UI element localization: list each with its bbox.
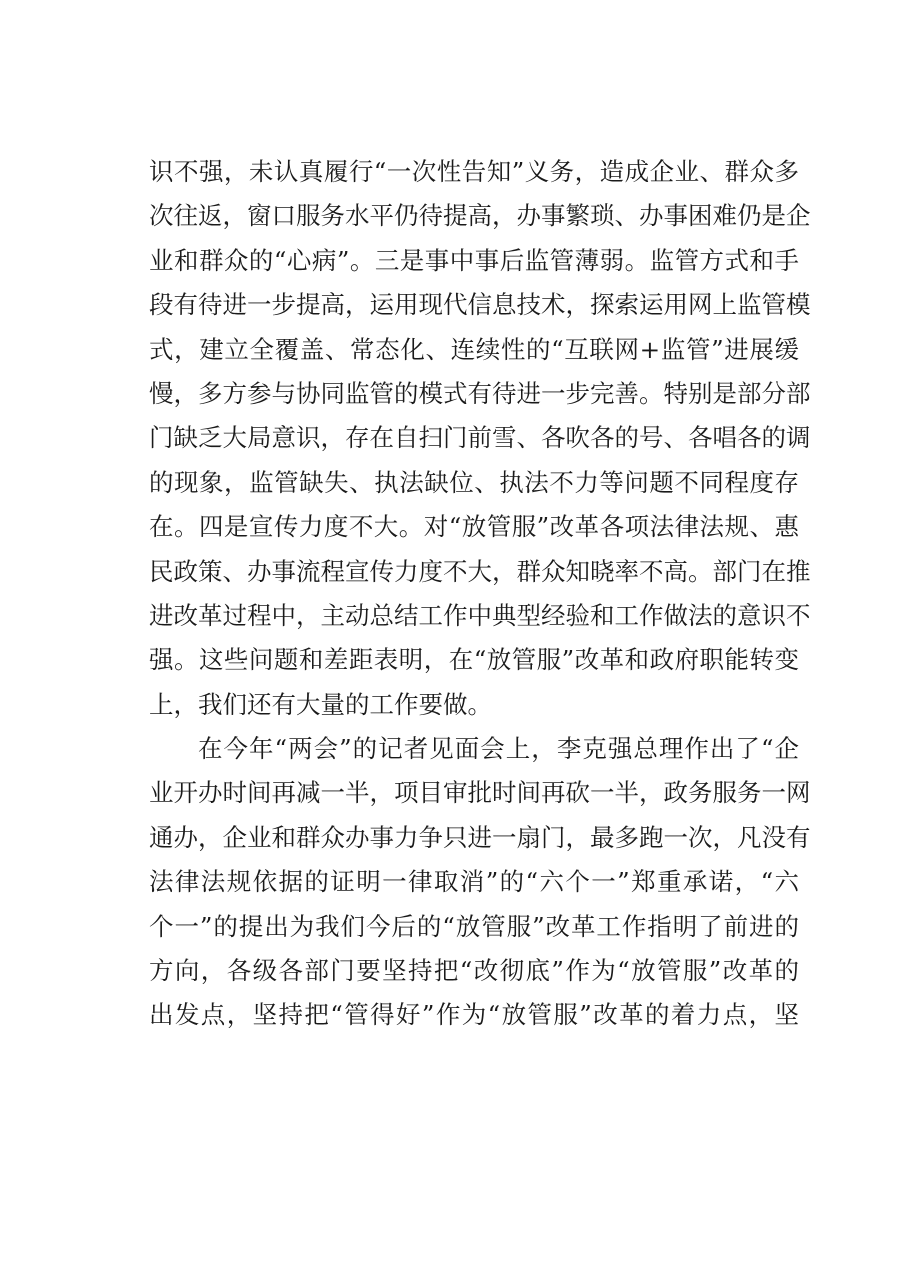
text-line: 识不强，未认真履行“一次性告知”义务，造成企业、群众多 — [149, 157, 799, 186]
paragraph-first-line: 在今年“两会”的记者见面会上，李克强总理作出了“企 — [198, 734, 799, 764]
paragraph-end-line: 上，我们还有大量的工作要做。 — [149, 689, 492, 719]
body-text — [149, 150, 811, 1038]
text-line: 法律法规依据的证明一律取消”的“六个一”郑重承诺，“六 — [149, 867, 799, 897]
text-line: 的现象，监管缺失、执法缺位、执法不力等问题不同程度存 — [149, 467, 799, 497]
text-line: 次往返，窗口服务水平仍待提高，办事繁琐、办事困难仍是企 — [149, 201, 811, 231]
text-line: 慢，多方参与协同监管的模式有待进一步完善。特别是部分部 — [149, 378, 811, 408]
text-line: 式，建立全覆盖、常态化、连续性的“互联网+监管”进展缓 — [149, 334, 799, 364]
text-line: 强。这些问题和差距表明，在“放管服”改革和政府职能转变 — [149, 645, 799, 675]
text-line: 业开办时间再减一半，项目审批时间再砍一半，政务服务一网 — [149, 778, 811, 808]
text-line: 个一”的提出为我们今后的“放管服”改革工作指明了前进的 — [149, 911, 799, 941]
text-line: 业和群众的“心病”。三是事中事后监管薄弱。监管方式和手 — [149, 245, 799, 275]
text-line: 出发点，坚持把“管得好”作为“放管服”改革的着力点，坚 — [149, 1000, 799, 1030]
text-line: 通办，企业和群众办事力争只进一扇门，最多跑一次，凡没有 — [149, 822, 811, 852]
text-line: 进改革过程中，主动总结工作中典型经验和工作做法的意识不 — [149, 600, 811, 630]
text-line: 在。四是宣传力度不大。对“放管服”改革各项法律法规、惠 — [149, 512, 799, 542]
text-line: 民政策、办事流程宣传力度不大，群众知晓率不高。部门在推 — [149, 556, 811, 586]
text-line: 门缺乏大局意识，存在自扫门前雪、各吹各的号、各唱各的调 — [149, 423, 811, 453]
text-line: 方向，各级各部门要坚持把“改彻底”作为“放管服”改革的 — [149, 956, 799, 986]
text-line: 段有待进一步提高，运用现代信息技术，探索运用网上监管模 — [149, 290, 811, 320]
